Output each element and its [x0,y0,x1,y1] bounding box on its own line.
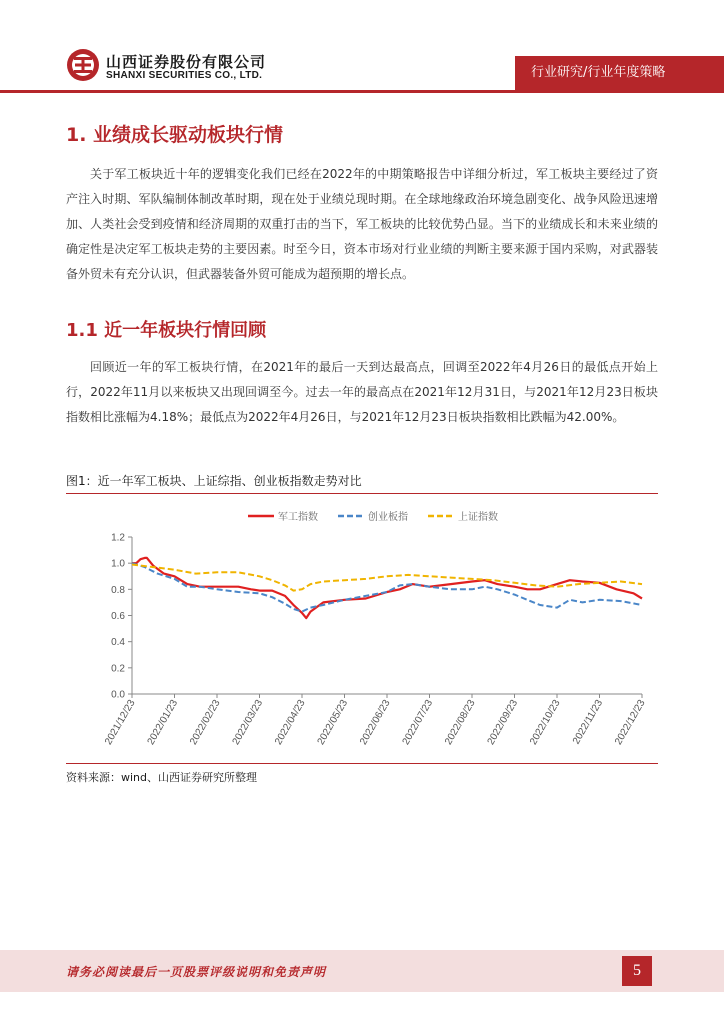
header-divider [0,90,724,93]
subsection-title: 1.1 近一年板块行情回顾 [66,320,267,341]
company-logo-icon [66,48,100,82]
x-tick-label: 2022/10/23 [528,698,563,747]
x-tick-label: 2022/09/23 [485,698,521,747]
y-tick-label: 0.0 [111,689,125,701]
x-tick-label: 2022/06/23 [358,698,393,747]
section-title: 1. 业绩成长驱动板块行情 [66,124,284,146]
section-paragraph: 关于军工板块近十年的逻辑变化我们已经在2022年的中期策略报告中详细分析过，军工板块主要经过了资产注入时期、军队编制体制改革时期，现在处于业绩兑现时期。在全球地缘政治环境急剧变化、战争风险迅速增加、人类社会受到疫情和经济周期的双重打击的当下，军工板块的比较优势凸显。当下的业绩成长和未来业绩的确定性是决定军工板块走势的主要因素。时至今日，资本市场对行业业绩的判断主要来源于国内采购，对武器装备外贸未有充分认识，但武器装备外贸可能成为超预期的增长点。 [66,167,658,281]
y-axis [111,533,132,701]
y-tick-label: 0.6 [111,611,125,622]
x-tick-label: 2022/08/23 [443,698,478,747]
y-tick-label: 0.2 [111,663,125,675]
x-tick-label: 2022/11/23 [570,698,606,747]
y-tick-label: 0.4 [111,637,125,649]
figure-top-rule [66,493,658,494]
y-tick-label: 1.2 [111,532,125,544]
company-name-cn: 山西证券股份有限公司 [106,53,267,71]
page-header [0,0,724,95]
page-number: 5 [622,956,652,986]
x-tick-label: 2022/01/23 [145,698,181,747]
source-rule [66,763,658,764]
disclaimer-text: 请务必阅读最后一页股票评级说明和免责声明 [66,965,327,979]
legend-label: 创业板指 [368,512,408,523]
subsection-paragraph: 回顾近一年的军工板块行情，在2021年的最后一天到达最高点，回调至2022年4月26日的最低点开始上行，2022年11月以来板块又出现回调至今。过去一年的最高点在2021年12月31日，与2021年12月23日板块指数相比涨幅为4.18%；最低点为2022年4月26日，与2021年12月23日板块指数相比跌幅为42.00%。 [66,360,658,424]
x-tick-label: 2022/07/23 [400,698,436,747]
x-tick-label: 2021/12/23 [103,698,138,747]
y-tick-label: 0.8 [111,584,125,596]
chart-legend [248,510,498,523]
x-tick-label: 2022/04/23 [273,698,308,747]
y-tick-label: 1.0 [111,558,125,570]
company-name-en: SHANXI SECURITIES CO., LTD. [106,70,263,81]
x-tick-label: 2022/05/23 [315,698,351,747]
chart-series [132,558,642,618]
report-category-tag: 行业研究/行业年度策略 [515,56,724,90]
figure-source: 资料来源：wind、山西证券研究所整理 [66,771,258,784]
x-axis [103,694,648,747]
series-line [132,563,642,611]
legend-label: 军工指数 [278,512,318,523]
x-tick-label: 2022/02/23 [188,698,223,747]
figure-caption: 图1：近一年军工板块、上证综指、创业板指数走势对比 [66,474,362,488]
x-tick-label: 2022/12/23 [613,698,648,747]
legend-label: 上证指数 [458,512,498,523]
page-footer [0,950,724,992]
x-tick-label: 2022/03/23 [230,698,266,747]
index-comparison-chart [66,500,658,760]
